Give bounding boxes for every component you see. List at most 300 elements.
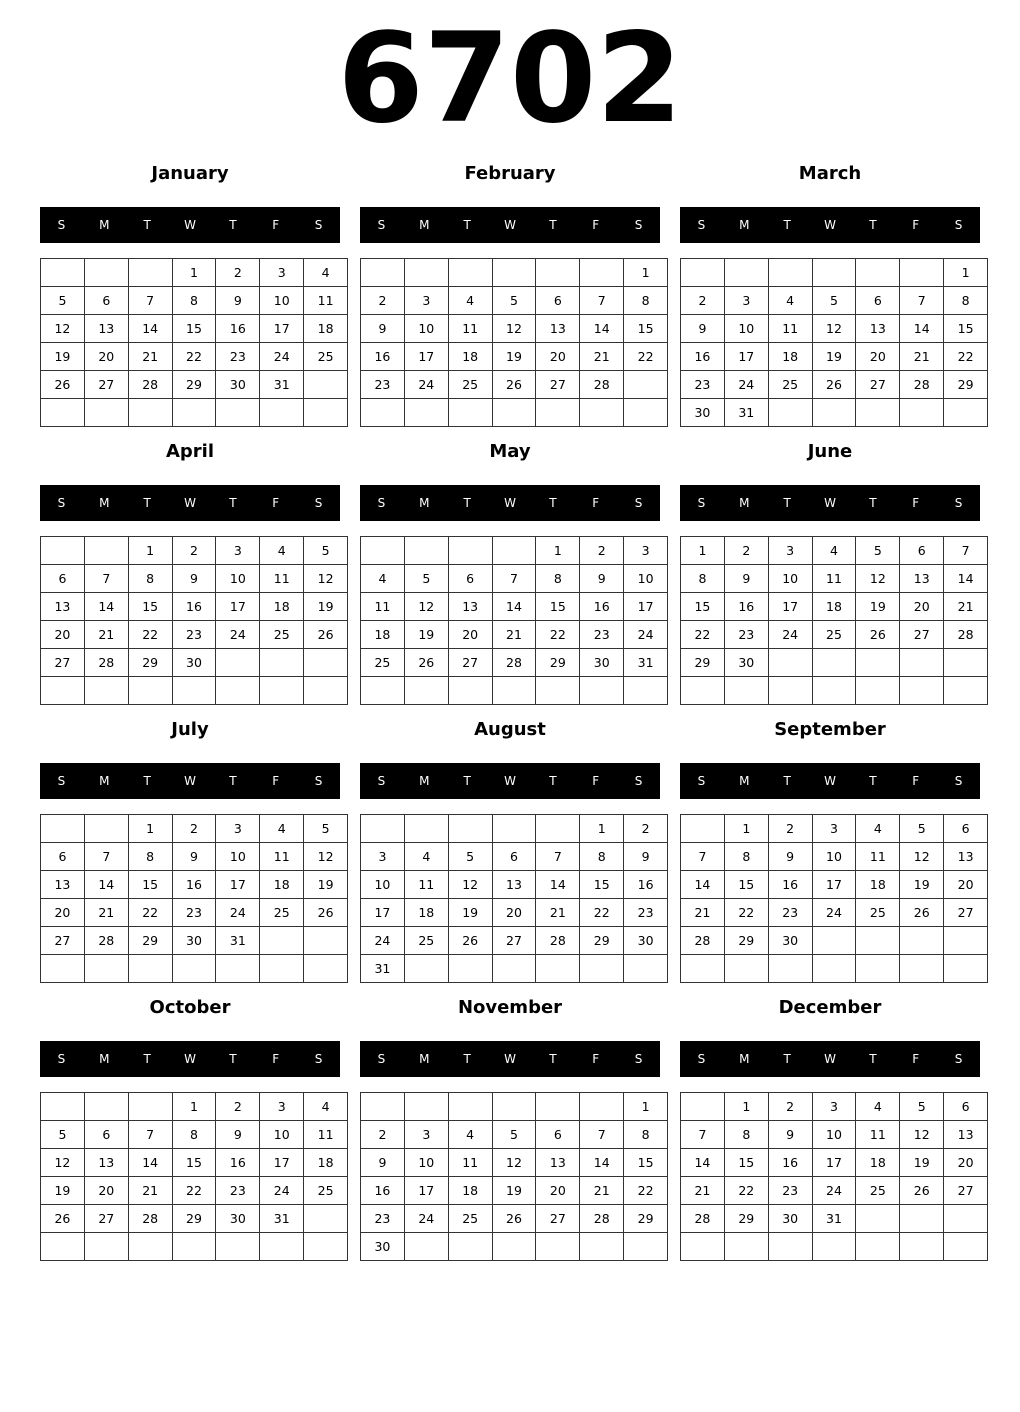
- day-cell: 28: [492, 649, 536, 677]
- empty-day-cell: [724, 677, 768, 705]
- month-day-grid: [360, 258, 668, 427]
- day-cell: 6: [84, 1121, 128, 1149]
- day-cell: 24: [216, 899, 260, 927]
- day-cell: 11: [260, 843, 304, 871]
- empty-day-cell: [768, 649, 812, 677]
- weekday-label: T: [869, 1052, 877, 1066]
- day-cell: 18: [260, 871, 304, 899]
- day-cell: 25: [768, 371, 812, 399]
- day-cell: 10: [216, 565, 260, 593]
- day-cell: 17: [260, 1149, 304, 1177]
- empty-day-cell: [724, 259, 768, 287]
- day-cell: 4: [260, 815, 304, 843]
- day-cell: 3: [404, 287, 448, 315]
- day-cell: 13: [944, 1121, 988, 1149]
- day-cell: 11: [304, 1121, 348, 1149]
- weekday-label: S: [377, 774, 386, 788]
- day-cell: 11: [304, 287, 348, 315]
- empty-day-cell: [128, 677, 172, 705]
- day-cell: 4: [260, 537, 304, 565]
- day-cell: 6: [900, 537, 944, 565]
- empty-day-cell: [768, 677, 812, 705]
- day-cell: 27: [84, 1205, 128, 1233]
- day-cell: 25: [304, 343, 348, 371]
- day-cell: 29: [172, 1205, 216, 1233]
- day-cell: 13: [41, 871, 85, 899]
- day-cell: 12: [41, 315, 85, 343]
- empty-day-cell: [448, 1233, 492, 1261]
- day-cell: 26: [304, 899, 348, 927]
- day-cell: 23: [172, 899, 216, 927]
- empty-day-cell: [580, 399, 624, 427]
- empty-day-cell: [216, 1233, 260, 1261]
- weekday-label: F: [272, 218, 280, 232]
- empty-day-cell: [304, 371, 348, 399]
- month-day-grid: [360, 536, 668, 705]
- empty-day-cell: [944, 1233, 988, 1261]
- day-cell: 7: [681, 1121, 725, 1149]
- empty-day-cell: [856, 399, 900, 427]
- day-cell: 25: [448, 1205, 492, 1233]
- empty-day-cell: [492, 399, 536, 427]
- day-cell: 28: [944, 621, 988, 649]
- day-cell: 31: [361, 955, 405, 983]
- day-cell: 27: [536, 1205, 580, 1233]
- day-cell: 6: [448, 565, 492, 593]
- week-row: [681, 621, 988, 649]
- weekday-label: M: [99, 218, 110, 232]
- day-cell: 16: [361, 343, 405, 371]
- day-cell: 7: [580, 1121, 624, 1149]
- day-cell: 21: [84, 621, 128, 649]
- empty-day-cell: [404, 677, 448, 705]
- empty-day-cell: [304, 1233, 348, 1261]
- day-cell: 23: [216, 1177, 260, 1205]
- empty-day-cell: [856, 927, 900, 955]
- day-cell: 30: [768, 927, 812, 955]
- day-cell: 11: [768, 315, 812, 343]
- day-cell: 17: [361, 899, 405, 927]
- weekday-label: T: [783, 774, 791, 788]
- day-cell: 7: [536, 843, 580, 871]
- day-cell: 29: [172, 371, 216, 399]
- day-cell: 7: [84, 843, 128, 871]
- week-row: [41, 955, 348, 983]
- day-cell: 2: [216, 259, 260, 287]
- day-cell: 20: [84, 343, 128, 371]
- empty-day-cell: [216, 677, 260, 705]
- week-row: [41, 565, 348, 593]
- weekday-label: M: [739, 774, 750, 788]
- weekday-label: S: [377, 218, 386, 232]
- empty-day-cell: [681, 259, 725, 287]
- week-row: [361, 815, 668, 843]
- day-cell: 3: [404, 1121, 448, 1149]
- day-cell: 30: [681, 399, 725, 427]
- empty-day-cell: [448, 1093, 492, 1121]
- empty-day-cell: [724, 1233, 768, 1261]
- week-row: [41, 649, 348, 677]
- week-row: [681, 593, 988, 621]
- day-cell: 30: [216, 371, 260, 399]
- empty-day-cell: [944, 677, 988, 705]
- empty-day-cell: [812, 1233, 856, 1261]
- day-cell: 22: [681, 621, 725, 649]
- week-row: [361, 1149, 668, 1177]
- month-day-grid: [40, 1092, 348, 1261]
- empty-day-cell: [41, 537, 85, 565]
- week-row: [41, 315, 348, 343]
- day-cell: 10: [361, 871, 405, 899]
- day-cell: 27: [536, 371, 580, 399]
- empty-day-cell: [681, 955, 725, 983]
- day-cell: 16: [768, 871, 812, 899]
- day-cell: 29: [128, 649, 172, 677]
- empty-day-cell: [812, 399, 856, 427]
- weekday-label: W: [504, 774, 516, 788]
- month-day-grid: [40, 258, 348, 427]
- day-cell: 9: [580, 565, 624, 593]
- weekday-label: T: [143, 1052, 151, 1066]
- day-cell: 2: [216, 1093, 260, 1121]
- day-cell: 10: [624, 565, 668, 593]
- month-name: May: [489, 441, 531, 462]
- day-cell: 26: [448, 927, 492, 955]
- empty-day-cell: [304, 649, 348, 677]
- weekday-header-bar: [360, 207, 660, 243]
- empty-day-cell: [216, 649, 260, 677]
- day-cell: 19: [304, 593, 348, 621]
- week-row: [41, 1233, 348, 1261]
- week-row: [361, 871, 668, 899]
- weekday-label: M: [739, 496, 750, 510]
- day-cell: 12: [492, 1149, 536, 1177]
- weekday-label: W: [504, 1052, 516, 1066]
- empty-day-cell: [492, 537, 536, 565]
- empty-day-cell: [856, 1205, 900, 1233]
- day-cell: 19: [856, 593, 900, 621]
- day-cell: 1: [128, 815, 172, 843]
- day-cell: 17: [624, 593, 668, 621]
- day-cell: 19: [492, 1177, 536, 1205]
- weekday-label: T: [869, 774, 877, 788]
- day-cell: 24: [260, 1177, 304, 1205]
- empty-day-cell: [812, 927, 856, 955]
- day-cell: 20: [900, 593, 944, 621]
- week-row: [361, 1233, 668, 1261]
- day-cell: 22: [128, 621, 172, 649]
- empty-day-cell: [812, 649, 856, 677]
- empty-day-cell: [84, 259, 128, 287]
- day-cell: 23: [216, 343, 260, 371]
- weekday-label: S: [697, 496, 706, 510]
- day-cell: 2: [172, 815, 216, 843]
- empty-day-cell: [536, 1233, 580, 1261]
- day-cell: 23: [724, 621, 768, 649]
- day-cell: 14: [128, 315, 172, 343]
- day-cell: 1: [724, 815, 768, 843]
- day-cell: 28: [681, 1205, 725, 1233]
- day-cell: 19: [812, 343, 856, 371]
- day-cell: 30: [172, 927, 216, 955]
- weekday-label: M: [419, 496, 430, 510]
- day-cell: 15: [172, 1149, 216, 1177]
- day-cell: 26: [900, 899, 944, 927]
- empty-day-cell: [681, 1093, 725, 1121]
- day-cell: 16: [172, 871, 216, 899]
- weekday-label: T: [229, 774, 237, 788]
- day-cell: 6: [944, 1093, 988, 1121]
- week-row: [681, 1093, 988, 1121]
- empty-day-cell: [361, 399, 405, 427]
- day-cell: 1: [580, 815, 624, 843]
- weekday-label: F: [272, 774, 280, 788]
- week-row: [681, 899, 988, 927]
- empty-day-cell: [812, 955, 856, 983]
- day-cell: 12: [856, 565, 900, 593]
- day-cell: 16: [768, 1149, 812, 1177]
- day-cell: 1: [172, 259, 216, 287]
- day-cell: 15: [128, 871, 172, 899]
- day-cell: 14: [900, 315, 944, 343]
- weekday-label: W: [184, 1052, 196, 1066]
- empty-day-cell: [492, 1093, 536, 1121]
- weekday-label: T: [463, 496, 471, 510]
- day-cell: 17: [260, 315, 304, 343]
- day-cell: 13: [536, 315, 580, 343]
- empty-day-cell: [84, 1093, 128, 1121]
- day-cell: 14: [536, 871, 580, 899]
- day-cell: 17: [216, 593, 260, 621]
- week-row: [41, 843, 348, 871]
- day-cell: 31: [812, 1205, 856, 1233]
- weekday-label: W: [504, 218, 516, 232]
- empty-day-cell: [900, 259, 944, 287]
- day-cell: 13: [492, 871, 536, 899]
- empty-day-cell: [492, 677, 536, 705]
- week-row: [361, 677, 668, 705]
- day-cell: 31: [260, 371, 304, 399]
- day-cell: 27: [944, 1177, 988, 1205]
- day-cell: 21: [681, 1177, 725, 1205]
- week-row: [361, 1177, 668, 1205]
- day-cell: 30: [580, 649, 624, 677]
- day-cell: 8: [624, 1121, 668, 1149]
- day-cell: 6: [492, 843, 536, 871]
- empty-day-cell: [128, 1093, 172, 1121]
- week-row: [361, 621, 668, 649]
- day-cell: 23: [681, 371, 725, 399]
- empty-day-cell: [84, 815, 128, 843]
- day-cell: 5: [304, 815, 348, 843]
- day-cell: 30: [216, 1205, 260, 1233]
- day-cell: 12: [41, 1149, 85, 1177]
- day-cell: 23: [580, 621, 624, 649]
- day-cell: 15: [944, 315, 988, 343]
- weekday-label: T: [463, 1052, 471, 1066]
- empty-day-cell: [84, 537, 128, 565]
- weekday-label: M: [419, 218, 430, 232]
- empty-day-cell: [492, 815, 536, 843]
- day-cell: 9: [172, 843, 216, 871]
- day-cell: 2: [361, 1121, 405, 1149]
- empty-day-cell: [41, 1093, 85, 1121]
- weekday-label: T: [783, 496, 791, 510]
- day-cell: 2: [172, 537, 216, 565]
- week-row: [681, 843, 988, 871]
- day-cell: 7: [681, 843, 725, 871]
- week-row: [41, 1149, 348, 1177]
- empty-day-cell: [41, 399, 85, 427]
- day-cell: 14: [84, 871, 128, 899]
- empty-day-cell: [172, 1233, 216, 1261]
- empty-day-cell: [624, 677, 668, 705]
- day-cell: 9: [624, 843, 668, 871]
- day-cell: 4: [404, 843, 448, 871]
- month-day-grid: [680, 1092, 988, 1261]
- empty-day-cell: [536, 815, 580, 843]
- day-cell: 11: [812, 565, 856, 593]
- day-cell: 25: [856, 899, 900, 927]
- week-row: [681, 871, 988, 899]
- day-cell: 25: [856, 1177, 900, 1205]
- month-name: July: [171, 719, 209, 740]
- day-cell: 27: [84, 371, 128, 399]
- empty-day-cell: [128, 955, 172, 983]
- day-cell: 13: [944, 843, 988, 871]
- day-cell: 13: [856, 315, 900, 343]
- day-cell: 22: [536, 621, 580, 649]
- day-cell: 10: [404, 315, 448, 343]
- day-cell: 13: [84, 1149, 128, 1177]
- week-row: [681, 677, 988, 705]
- day-cell: 11: [404, 871, 448, 899]
- day-cell: 7: [128, 287, 172, 315]
- day-cell: 30: [624, 927, 668, 955]
- day-cell: 28: [84, 649, 128, 677]
- day-cell: 18: [448, 343, 492, 371]
- day-cell: 28: [128, 371, 172, 399]
- weekday-label: S: [377, 496, 386, 510]
- weekday-label: W: [824, 218, 836, 232]
- week-row: [41, 1121, 348, 1149]
- week-row: [41, 343, 348, 371]
- day-cell: 27: [944, 899, 988, 927]
- day-cell: 15: [724, 871, 768, 899]
- day-cell: 5: [448, 843, 492, 871]
- day-cell: 28: [900, 371, 944, 399]
- day-cell: 13: [84, 315, 128, 343]
- weekday-label: M: [739, 218, 750, 232]
- day-cell: 22: [580, 899, 624, 927]
- weekday-label: M: [739, 1052, 750, 1066]
- day-cell: 9: [768, 1121, 812, 1149]
- empty-day-cell: [900, 1233, 944, 1261]
- weekday-label: M: [99, 1052, 110, 1066]
- day-cell: 27: [856, 371, 900, 399]
- day-cell: 15: [128, 593, 172, 621]
- week-row: [361, 1093, 668, 1121]
- day-cell: 9: [768, 843, 812, 871]
- week-row: [41, 815, 348, 843]
- day-cell: 4: [812, 537, 856, 565]
- empty-day-cell: [812, 259, 856, 287]
- day-cell: 8: [128, 565, 172, 593]
- weekday-label: F: [912, 496, 920, 510]
- day-cell: 8: [128, 843, 172, 871]
- day-cell: 11: [361, 593, 405, 621]
- day-cell: 11: [856, 843, 900, 871]
- empty-day-cell: [41, 677, 85, 705]
- week-row: [41, 371, 348, 399]
- day-cell: 25: [448, 371, 492, 399]
- day-cell: 12: [812, 315, 856, 343]
- day-cell: 3: [260, 1093, 304, 1121]
- empty-day-cell: [492, 1233, 536, 1261]
- empty-day-cell: [768, 259, 812, 287]
- day-cell: 3: [812, 1093, 856, 1121]
- day-cell: 24: [768, 621, 812, 649]
- empty-day-cell: [361, 677, 405, 705]
- week-row: [361, 537, 668, 565]
- empty-day-cell: [404, 1233, 448, 1261]
- weekday-header-bar: [680, 1041, 980, 1077]
- weekday-label: F: [912, 774, 920, 788]
- day-cell: 16: [681, 343, 725, 371]
- month-name: November: [457, 997, 563, 1018]
- empty-day-cell: [624, 399, 668, 427]
- weekday-label: S: [634, 1052, 643, 1066]
- day-cell: 19: [900, 1149, 944, 1177]
- day-cell: 26: [812, 371, 856, 399]
- empty-day-cell: [41, 1233, 85, 1261]
- empty-day-cell: [536, 1093, 580, 1121]
- day-cell: 20: [536, 343, 580, 371]
- day-cell: 4: [768, 287, 812, 315]
- empty-day-cell: [856, 259, 900, 287]
- day-cell: 5: [492, 1121, 536, 1149]
- day-cell: 8: [724, 843, 768, 871]
- empty-day-cell: [448, 399, 492, 427]
- weekday-label: T: [549, 774, 557, 788]
- day-cell: 5: [41, 1121, 85, 1149]
- empty-day-cell: [84, 1233, 128, 1261]
- day-cell: 23: [361, 371, 405, 399]
- empty-day-cell: [900, 1205, 944, 1233]
- day-cell: 7: [900, 287, 944, 315]
- empty-day-cell: [768, 1233, 812, 1261]
- weekday-label: F: [592, 218, 600, 232]
- empty-day-cell: [536, 259, 580, 287]
- weekday-label: S: [954, 774, 963, 788]
- day-cell: 4: [304, 259, 348, 287]
- day-cell: 15: [172, 315, 216, 343]
- day-cell: 6: [84, 287, 128, 315]
- empty-day-cell: [724, 955, 768, 983]
- empty-day-cell: [768, 955, 812, 983]
- day-cell: 20: [944, 1149, 988, 1177]
- day-cell: 2: [768, 1093, 812, 1121]
- day-cell: 27: [41, 649, 85, 677]
- day-cell: 30: [724, 649, 768, 677]
- weekday-label: F: [592, 774, 600, 788]
- empty-day-cell: [448, 955, 492, 983]
- weekday-label: S: [314, 496, 323, 510]
- empty-day-cell: [448, 537, 492, 565]
- day-cell: 5: [900, 1093, 944, 1121]
- day-cell: 28: [128, 1205, 172, 1233]
- empty-day-cell: [404, 399, 448, 427]
